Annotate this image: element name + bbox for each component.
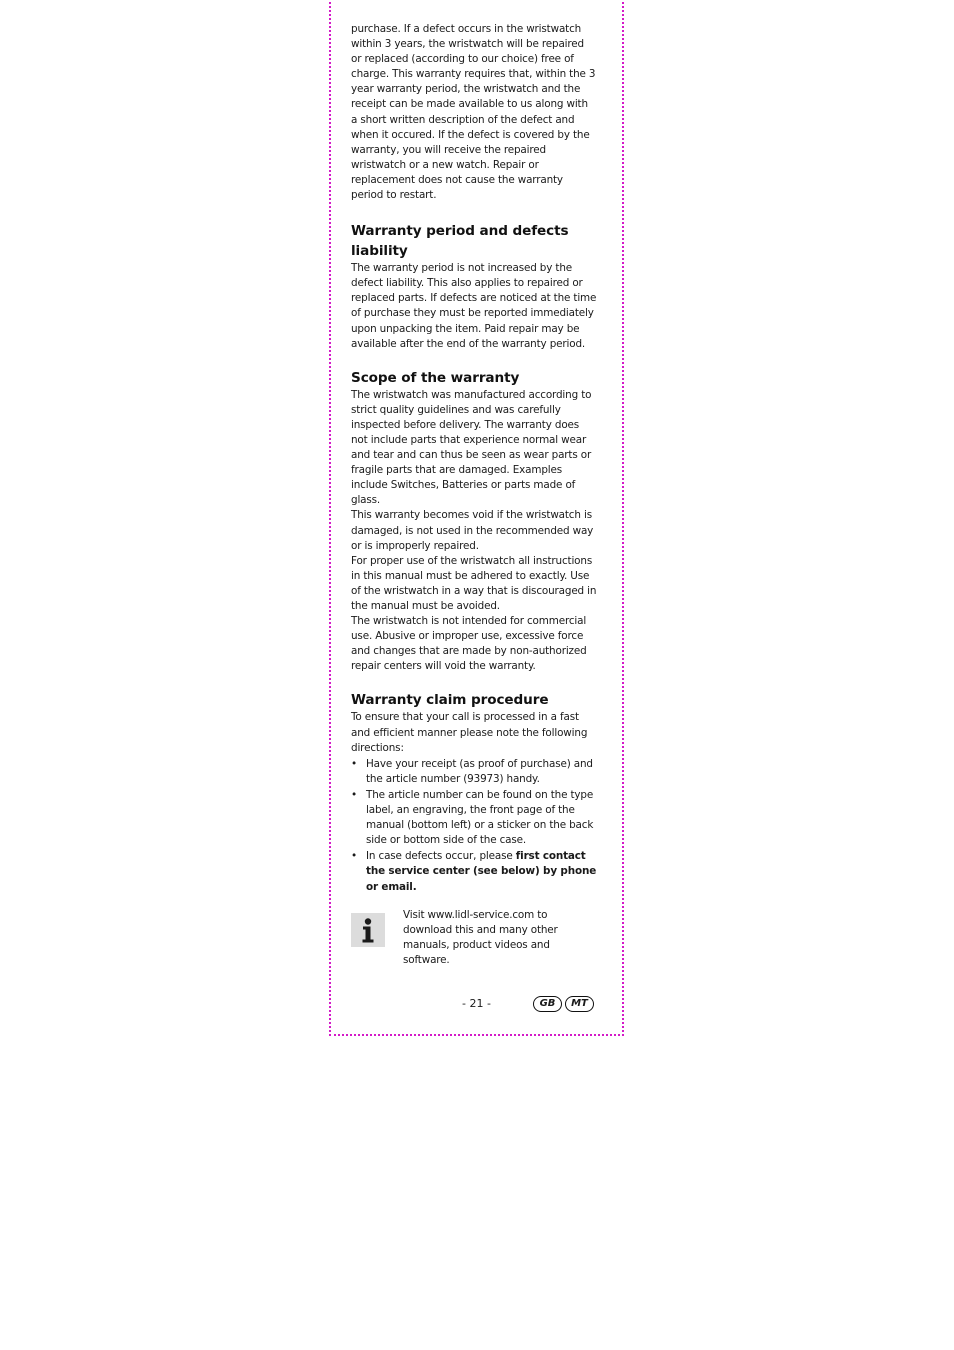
list-item-text: Have your receipt (as proof of purchase) and the article number (93973) handy.: [366, 757, 593, 785]
section-heading: Scope of the warranty: [351, 369, 520, 386]
section-body: The warranty period is not increased by the defect liability. This also applies to repaired or replaced parts. If defects are noticed at the time of purchase they must be reported immediately upon unpacking the item. Paid repair may be available after the end of the warranty period.: [351, 262, 597, 350]
list-item-text: In case defects occur, please: [366, 850, 516, 863]
section-heading: Warranty period and defects liability: [351, 223, 569, 260]
section-heading: Warranty claim procedure: [351, 692, 549, 709]
scope-paragraph: For proper use of the wristwatch all instructions in this manual must be adhered to exactly. Use of the wristwatch in a way that is discouraged in the manual must be avoided.: [351, 554, 597, 612]
bullet-icon: •: [351, 788, 357, 801]
bullet-icon: •: [351, 850, 357, 863]
scope-paragraph: The wristwatch is not intended for commercial use. Abusive or improper use, excessive force and changes that are made by non-authorized repair centers will void the warranty.: [351, 615, 587, 673]
language-badge-mt: MT: [565, 996, 594, 1012]
language-badge-gb: GB: [533, 996, 562, 1012]
page-footer: [0, 995, 954, 1015]
info-note: [351, 908, 597, 966]
section-claim-procedure: [351, 690, 597, 894]
page-number: - 21 -: [462, 997, 491, 1010]
page-content: [351, 22, 597, 966]
list-item: [351, 757, 597, 787]
info-icon: [351, 913, 385, 947]
section-warranty-period: [351, 221, 597, 352]
section-scope: [351, 368, 597, 675]
claim-intro: To ensure that your call is processed in a fast and efficient manner please note the following directions:: [351, 711, 588, 754]
info-text: Visit www.lidl-service.com to download this and many other manuals, product videos and software.: [403, 908, 558, 966]
list-item: [351, 849, 597, 894]
scope-paragraph: The wristwatch was manufactured according to strict quality guidelines and was carefully inspected before delivery. The warranty does not include parts that experience normal wear and tear and can thus be seen as wear parts or fragile parts that are damaged. Examples include Switches, Batteries or parts made of glass.: [351, 388, 592, 507]
list-item-emphasis: first contact the service center (see below) by phone or email.: [366, 850, 597, 893]
scope-paragraph: This warranty becomes void if the wristwatch is damaged, is not used in the recommended way or is improperly repaired.: [351, 509, 594, 552]
bullet-icon: •: [351, 757, 357, 770]
list-item: [351, 788, 597, 848]
list-item-text: The article number can be found on the type label, an engraving, the front page of the manual (bottom left) or a sticker on the back side or bottom side of the case.: [366, 788, 594, 847]
intro-paragraph: purchase. If a defect occurs in the wristwatch within 3 years, the wristwatch will be repaired or replaced (according to our choice) free of charge. This warranty requires that, within the 3 year warranty period, the wristwatch and the receipt can be made available to us along with a short written description of the defect and when it occured. If the defect is covered by the warranty, you will receive the repaired wristwatch or a new watch. Repair or replacement does not cause the warranty period to restart.: [351, 23, 596, 202]
claim-bullet-list: [351, 757, 597, 895]
